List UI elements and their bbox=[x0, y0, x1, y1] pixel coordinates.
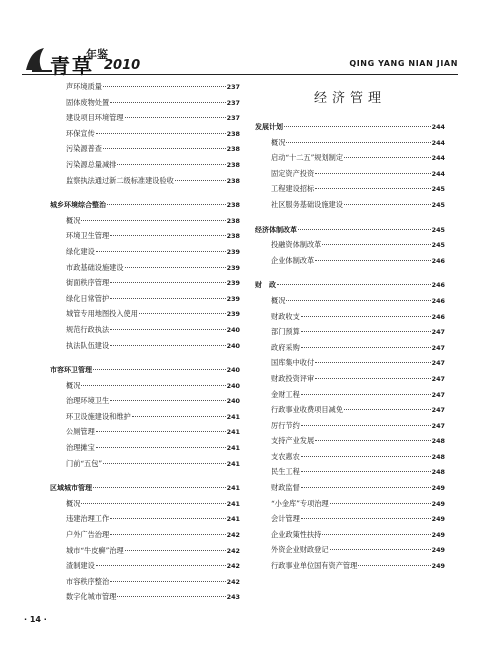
toc-entry-title: 金财工程 bbox=[271, 389, 300, 399]
dot-leader bbox=[139, 313, 226, 314]
dot-leader bbox=[81, 503, 225, 504]
toc-page-number: 244 bbox=[431, 123, 445, 131]
toc-page-number: 247 bbox=[431, 406, 445, 415]
dot-leader bbox=[301, 394, 431, 395]
toc-entry[interactable] bbox=[255, 358, 445, 374]
toc-entry-title: 环卫设施建设和维护 bbox=[66, 411, 131, 421]
toc-page-number: 238 bbox=[226, 201, 240, 210]
toc-page-number: 240 bbox=[226, 366, 240, 375]
dot-leader bbox=[96, 565, 226, 566]
toc-entry[interactable] bbox=[50, 546, 240, 562]
toc-entry-title: 执法队伍建设 bbox=[66, 340, 110, 350]
toc-entry[interactable] bbox=[255, 138, 445, 154]
toc-page-number: 242 bbox=[226, 562, 240, 571]
toc-page-number: 238 bbox=[226, 160, 240, 169]
toc-entry-title: 概况 bbox=[66, 380, 81, 390]
toc-entry[interactable] bbox=[50, 309, 240, 325]
toc-page-number: 241 bbox=[226, 428, 240, 437]
toc-page-number: 242 bbox=[226, 531, 240, 540]
toc-page-number: 247 bbox=[431, 328, 445, 337]
brand-year: 2010 bbox=[104, 58, 141, 73]
toc-entry[interactable] bbox=[50, 381, 240, 397]
dot-leader bbox=[315, 188, 431, 189]
toc-page-number: 244 bbox=[431, 138, 445, 147]
toc-entry-title: 概况 bbox=[66, 215, 81, 225]
dot-leader bbox=[110, 298, 226, 299]
toc-entry-title: 社区服务基础设施建设 bbox=[271, 199, 343, 209]
toc-section[interactable] bbox=[50, 365, 240, 381]
toc-entry[interactable] bbox=[50, 176, 240, 192]
toc-entry[interactable] bbox=[255, 240, 445, 256]
toc-entry[interactable] bbox=[255, 530, 445, 546]
toc-entry[interactable] bbox=[255, 421, 445, 437]
toc-page-number: 238 bbox=[226, 216, 240, 225]
toc-entry-title: 财政投资评审 bbox=[271, 373, 315, 383]
toc-page-number: 249 bbox=[431, 499, 445, 508]
dot-leader bbox=[107, 204, 226, 205]
toc-page-number: 237 bbox=[226, 98, 240, 107]
dot-leader bbox=[103, 148, 226, 149]
dot-leader bbox=[301, 347, 431, 348]
dot-leader bbox=[315, 260, 431, 261]
toc-section[interactable] bbox=[255, 122, 445, 138]
toc-entry[interactable] bbox=[255, 200, 445, 216]
toc-entry-title: 声环境质量 bbox=[66, 82, 102, 91]
toc-page-number: 246 bbox=[431, 296, 445, 305]
dot-leader bbox=[315, 362, 431, 363]
toc-entry[interactable] bbox=[50, 113, 240, 129]
toc-entry-title: 固定资产投资 bbox=[271, 168, 315, 178]
toc-entry[interactable] bbox=[50, 247, 240, 263]
toc-entry-title: 行政事业单位国有资产管理 bbox=[271, 561, 358, 571]
brand-subtitle: 年鉴 bbox=[86, 48, 108, 61]
toc-page-number: 246 bbox=[431, 312, 445, 321]
toc-entry[interactable] bbox=[50, 82, 240, 98]
toc-entry-title: 城乡环境综合整治 bbox=[50, 201, 106, 210]
toc-entry-title: 行政事业收费项目减免 bbox=[271, 405, 343, 415]
dot-leader bbox=[301, 518, 431, 519]
toc-entry-title: 国库集中收付 bbox=[271, 358, 315, 368]
toc-entry-title: 污染源总量减排 bbox=[66, 159, 117, 169]
dot-leader bbox=[96, 431, 226, 432]
dot-leader bbox=[93, 369, 226, 370]
toc-entry[interactable] bbox=[50, 514, 240, 530]
dot-leader bbox=[110, 329, 226, 330]
toc-entry[interactable] bbox=[50, 459, 240, 475]
dot-leader bbox=[96, 133, 226, 134]
toc-page-number: 245 bbox=[431, 200, 445, 209]
toc-entry[interactable] bbox=[50, 499, 240, 515]
toc-entry-title: 城管专用地图投入使用 bbox=[66, 309, 138, 319]
toc-entry[interactable] bbox=[255, 153, 445, 169]
toc-right-column bbox=[255, 82, 445, 577]
toc-entry[interactable] bbox=[50, 530, 240, 546]
toc-section[interactable] bbox=[50, 483, 240, 499]
toc-page-number: 247 bbox=[431, 390, 445, 399]
section-gap bbox=[50, 191, 240, 200]
toc-entry-title: 城市“牛皮癣”治理 bbox=[66, 545, 124, 555]
dot-leader bbox=[301, 331, 431, 332]
toc-entry-title: 财政收支 bbox=[271, 311, 300, 321]
section-gap bbox=[50, 356, 240, 365]
toc-page-number: 246 bbox=[431, 256, 445, 265]
section-gap bbox=[255, 216, 445, 225]
toc-page-number: 248 bbox=[431, 452, 445, 461]
toc-page-number: 239 bbox=[226, 310, 240, 319]
toc-entry-title: 数字化城市管理 bbox=[66, 592, 117, 602]
toc-entry[interactable] bbox=[255, 390, 445, 406]
toc-page-number: 239 bbox=[226, 279, 240, 288]
section-gap bbox=[50, 474, 240, 483]
dot-leader bbox=[286, 300, 430, 301]
dot-leader bbox=[125, 550, 226, 551]
toc-entry-title: 支持产业发展 bbox=[271, 436, 315, 446]
toc-entry[interactable] bbox=[50, 325, 240, 341]
dot-leader bbox=[344, 409, 431, 410]
toc-page-number: 241 bbox=[226, 484, 240, 493]
toc-page-number: 238 bbox=[226, 232, 240, 241]
toc-entry-title: 民生工程 bbox=[271, 467, 300, 477]
toc-entry-title: 监察执法通过新二级标准建设验收 bbox=[66, 175, 174, 185]
dot-leader bbox=[330, 503, 431, 504]
toc-page-number: 249 bbox=[431, 530, 445, 539]
dot-leader bbox=[110, 581, 226, 582]
toc-page-number: 247 bbox=[431, 374, 445, 383]
toc-entry-title: 概况 bbox=[271, 137, 286, 147]
toc-page-number: 239 bbox=[226, 263, 240, 272]
dot-leader bbox=[110, 400, 226, 401]
toc-entry-title: 污染源普查 bbox=[66, 144, 102, 154]
toc-page-number: 239 bbox=[226, 247, 240, 256]
toc-entry[interactable] bbox=[50, 294, 240, 310]
toc-entry-title: 企业政策性扶持 bbox=[271, 529, 322, 539]
toc-entry[interactable] bbox=[255, 296, 445, 312]
toc-entry-title: 市政基础设施建设 bbox=[66, 262, 124, 272]
toc-entry-title: “小金库”专项治理 bbox=[271, 498, 329, 508]
toc-page-number: 238 bbox=[226, 176, 240, 185]
toc-page-number: 238 bbox=[226, 145, 240, 154]
toc-entry-title: 绿化日常管护 bbox=[66, 293, 110, 303]
toc-entry[interactable] bbox=[255, 327, 445, 343]
dot-leader bbox=[298, 229, 431, 230]
toc-entry[interactable] bbox=[255, 483, 445, 499]
toc-entry[interactable] bbox=[50, 592, 240, 608]
dot-leader bbox=[301, 487, 431, 488]
dot-leader bbox=[284, 126, 431, 127]
toc-entry[interactable] bbox=[50, 412, 240, 428]
toc-entry-title: 工程建设招标 bbox=[271, 184, 315, 194]
toc-entry[interactable] bbox=[50, 341, 240, 357]
toc-entry-title: 财政监督 bbox=[271, 483, 300, 493]
dot-leader bbox=[344, 157, 431, 158]
dot-leader bbox=[301, 456, 431, 457]
toc-entry-title: 概况 bbox=[271, 295, 286, 305]
toc-page-number: 247 bbox=[431, 343, 445, 352]
toc-entry[interactable] bbox=[255, 467, 445, 483]
toc-page-number: 237 bbox=[226, 83, 240, 91]
toc-entry[interactable] bbox=[255, 514, 445, 530]
toc-page-number: 241 bbox=[226, 515, 240, 524]
toc-entry-title: 户外广告治理 bbox=[66, 530, 110, 540]
toc-entry-title: 治理环境卫生 bbox=[66, 396, 110, 406]
dot-leader bbox=[322, 244, 430, 245]
brand-english: QING YANG NIAN JIAN bbox=[349, 59, 458, 68]
dot-leader bbox=[110, 102, 226, 103]
toc-entry-title: 街面秩序管理 bbox=[66, 278, 110, 288]
toc-page-number: 240 bbox=[226, 381, 240, 390]
dot-leader bbox=[358, 565, 430, 566]
toc-page-number: 243 bbox=[226, 593, 240, 602]
toc-page-number: 240 bbox=[226, 325, 240, 334]
toc-entry-title: 发展计划 bbox=[255, 123, 283, 131]
toc-entry-title: 支农惠农 bbox=[271, 451, 300, 461]
toc-page-number: 247 bbox=[431, 421, 445, 430]
toc-page-number: 249 bbox=[431, 562, 445, 571]
dot-leader bbox=[103, 86, 226, 87]
toc-page-number: 238 bbox=[226, 129, 240, 138]
dot-leader bbox=[125, 267, 226, 268]
toc-page-number: 241 bbox=[226, 499, 240, 508]
toc-page-number: 241 bbox=[226, 412, 240, 421]
toc-entry[interactable] bbox=[50, 396, 240, 412]
toc-entry-title: 固体废物处置 bbox=[66, 97, 110, 107]
dot-leader bbox=[110, 282, 226, 283]
toc-entry[interactable] bbox=[50, 427, 240, 443]
toc-entry-title: 概况 bbox=[66, 498, 81, 508]
toc-entry[interactable] bbox=[255, 452, 445, 468]
toc-entry-title: 政府采购 bbox=[271, 342, 300, 352]
dot-leader bbox=[315, 440, 431, 441]
toc-entry-title: 财 政 bbox=[255, 281, 276, 290]
toc-entry[interactable] bbox=[255, 256, 445, 272]
dot-leader bbox=[103, 463, 226, 464]
toc-page-number: 240 bbox=[226, 397, 240, 406]
toc-entry[interactable] bbox=[50, 216, 240, 232]
dot-leader bbox=[277, 284, 431, 285]
toc-entry-title: 投融资体制改革 bbox=[271, 240, 322, 250]
toc-entry[interactable] bbox=[255, 436, 445, 452]
toc-page-number: 237 bbox=[226, 114, 240, 123]
dot-leader bbox=[117, 164, 225, 165]
toc-entry-title: 市容环卫管理 bbox=[50, 366, 92, 375]
toc-entry-title: 经济体制改革 bbox=[255, 225, 297, 234]
toc-section[interactable] bbox=[50, 200, 240, 216]
toc-entry-title: 厉行节约 bbox=[271, 420, 300, 430]
toc-entry[interactable] bbox=[255, 405, 445, 421]
toc-page-number: 240 bbox=[226, 341, 240, 350]
toc-entry[interactable] bbox=[255, 169, 445, 185]
dot-leader bbox=[301, 471, 431, 472]
toc-entry[interactable] bbox=[255, 545, 445, 561]
toc-page-number: 242 bbox=[226, 546, 240, 555]
toc-entry[interactable] bbox=[50, 98, 240, 114]
toc-entry[interactable] bbox=[50, 144, 240, 160]
toc-entry-title: 建设项目环境管理 bbox=[66, 113, 124, 123]
toc-page-number: 241 bbox=[226, 459, 240, 468]
toc-entry[interactable] bbox=[255, 374, 445, 390]
header-rule bbox=[22, 74, 458, 75]
toc-entry-title: 会计管理 bbox=[271, 514, 300, 524]
toc-entry-title: 环保宣传 bbox=[66, 128, 95, 138]
dot-leader bbox=[81, 220, 225, 221]
toc-page-number: 239 bbox=[226, 294, 240, 303]
dot-leader bbox=[315, 378, 431, 379]
toc-entry-title: 市容秩序整治 bbox=[66, 576, 110, 586]
toc-entry-title: 外资企业财政登记 bbox=[271, 545, 329, 555]
toc-page-number: 249 bbox=[431, 515, 445, 524]
dot-leader bbox=[110, 518, 226, 519]
toc-entry-title: 企业体制改革 bbox=[271, 255, 315, 265]
toc-entry[interactable] bbox=[255, 312, 445, 328]
dot-leader bbox=[96, 251, 226, 252]
toc-page-number: 246 bbox=[431, 281, 445, 290]
toc-entry[interactable] bbox=[255, 561, 445, 577]
dot-leader bbox=[96, 447, 226, 448]
toc-entry-title: 规范行政执法 bbox=[66, 324, 110, 334]
toc-page-number: 245 bbox=[431, 225, 445, 234]
dot-leader bbox=[301, 425, 431, 426]
toc-entry-title: 部门预算 bbox=[271, 327, 300, 337]
toc-entry[interactable] bbox=[255, 343, 445, 359]
toc-entry[interactable] bbox=[50, 160, 240, 176]
toc-section[interactable] bbox=[255, 280, 445, 296]
dot-leader bbox=[93, 487, 226, 488]
dot-leader bbox=[330, 549, 431, 550]
toc-page-number: 248 bbox=[431, 437, 445, 446]
dot-leader bbox=[322, 534, 430, 535]
toc-page-number: 249 bbox=[431, 546, 445, 555]
dot-leader bbox=[110, 534, 226, 535]
dot-leader bbox=[117, 596, 225, 597]
dot-leader bbox=[175, 180, 226, 181]
toc-entry[interactable] bbox=[50, 231, 240, 247]
toc-page-number: 249 bbox=[431, 484, 445, 493]
toc-page-number: 247 bbox=[431, 359, 445, 368]
chapter-title: 经济管理 bbox=[313, 91, 386, 106]
toc-entry-title: 渣制建设 bbox=[66, 561, 95, 571]
toc-entry-title: 治理摊宝 bbox=[66, 443, 95, 453]
dot-leader bbox=[344, 204, 431, 205]
toc-left-column bbox=[50, 82, 240, 608]
toc-entry-title: 环境卫生管理 bbox=[66, 231, 110, 241]
toc-entry-title: 门前“五包” bbox=[66, 458, 103, 468]
toc-section[interactable] bbox=[255, 225, 445, 241]
toc-entry-title: 公厕管理 bbox=[66, 427, 95, 437]
toc-entry[interactable] bbox=[50, 263, 240, 279]
dot-leader bbox=[110, 235, 226, 236]
toc-entry[interactable] bbox=[50, 577, 240, 593]
toc-page-number: 242 bbox=[226, 577, 240, 586]
toc-page-number: 248 bbox=[431, 468, 445, 477]
section-gap bbox=[255, 271, 445, 280]
toc-entry[interactable] bbox=[50, 129, 240, 145]
toc-entry[interactable] bbox=[50, 443, 240, 459]
toc-page-number: 245 bbox=[431, 241, 445, 250]
toc-entry[interactable] bbox=[255, 499, 445, 515]
toc-entry-title: 违建治理工作 bbox=[66, 514, 110, 524]
dot-leader bbox=[125, 117, 226, 118]
toc-page-number: 244 bbox=[431, 169, 445, 178]
toc-entry[interactable] bbox=[50, 561, 240, 577]
toc-page-number: 245 bbox=[431, 185, 445, 194]
toc-entry-title: 绿化建设 bbox=[66, 246, 95, 256]
toc-entry[interactable] bbox=[255, 184, 445, 200]
dot-leader bbox=[315, 173, 431, 174]
dot-leader bbox=[286, 142, 430, 143]
brand-title: 青草 bbox=[50, 54, 94, 78]
dot-leader bbox=[81, 385, 225, 386]
dot-leader bbox=[110, 345, 226, 346]
toc-entry[interactable] bbox=[50, 278, 240, 294]
page-number: · 14 · bbox=[24, 615, 47, 624]
dot-leader bbox=[132, 416, 226, 417]
dot-leader bbox=[301, 316, 431, 317]
toc-entry-title: 区域城市管理 bbox=[50, 484, 92, 493]
toc-page-number: 244 bbox=[431, 154, 445, 163]
toc-page-number: 241 bbox=[226, 444, 240, 453]
toc-entry-title: 启动“十二五”规划制定 bbox=[271, 153, 344, 163]
